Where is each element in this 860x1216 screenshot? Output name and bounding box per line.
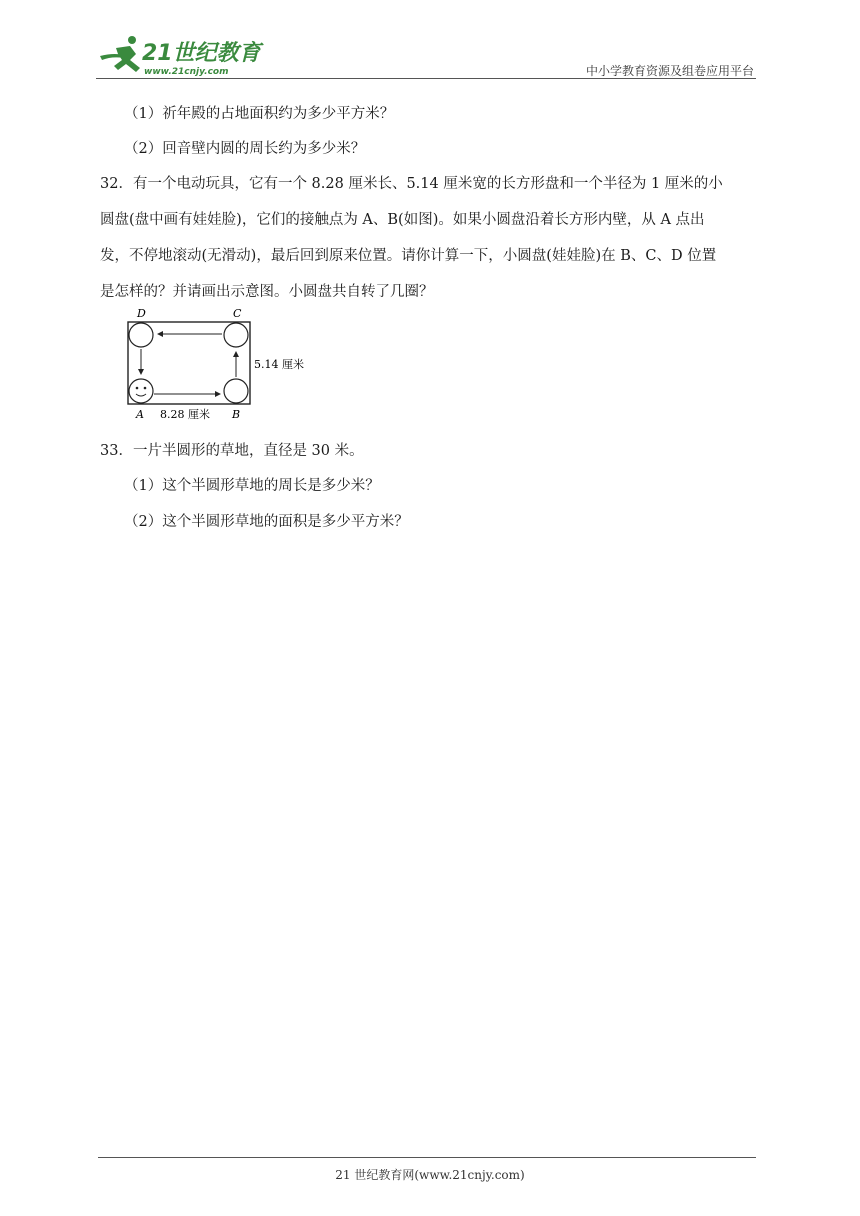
question-31-part-2: （2）回音壁内圆的周长约为多少米？ (124, 141, 366, 157)
question-32-line-4: 是怎样的？并请画出示意图。小圆盘共自转了几圈？ (100, 284, 434, 300)
label-c: C (233, 307, 242, 320)
footer-divider (98, 1157, 756, 1158)
question-31-part-1: （1）祈年殿的占地面积约为多少平方米？ (124, 106, 395, 122)
question-32-line-3: 发，不停地滚动(无滑动)，最后回到原来位置。请你计算一下，小圆盘(娃娃脸)在 B、C、D 位置 (100, 248, 717, 264)
runner-icon (100, 36, 140, 72)
disc-at-d (129, 323, 153, 347)
page-footer: 21 世纪教育网(www.21cnjy.com) (335, 1168, 525, 1182)
header-divider (96, 78, 756, 79)
disc-at-b (224, 379, 248, 403)
label-d: D (137, 307, 146, 320)
question-33-part-1: （1）这个半圆形草地的周长是多少米？ (124, 478, 380, 494)
width-label: 5.14 厘米 (254, 358, 304, 371)
question-33-part-2: （2）这个半圆形草地的面积是多少平方米？ (124, 514, 409, 530)
question-32-line-1: 32．有一个电动玩具，它有一个 8.28 厘米长、5.14 厘米宽的长方形盘和一个半径为 1 厘米的小 (100, 176, 723, 192)
logo (96, 34, 266, 78)
logo-url: www.21cnjy.com (144, 67, 229, 77)
platform-name: 中小学教育资源及组卷应用平台 (585, 64, 754, 78)
question-32-line-2: 圆盘(盘中画有娃娃脸)，它们的接触点为 A、B(如图)。如果小圆盘沿着长方形内壁，从 A 点出 (100, 212, 705, 228)
disc-at-c (224, 323, 248, 347)
smiley-face-icon (129, 379, 153, 403)
label-b: B (232, 408, 241, 421)
page-header (96, 30, 756, 80)
logo-text: 21世纪教育 (142, 41, 261, 66)
question-33-stem: 33．一片半圆形的草地，直径是 30 米。 (100, 443, 364, 459)
length-label: 8.28 厘米 (160, 408, 210, 421)
label-a: A (136, 408, 144, 421)
toy-diagram (116, 304, 316, 424)
